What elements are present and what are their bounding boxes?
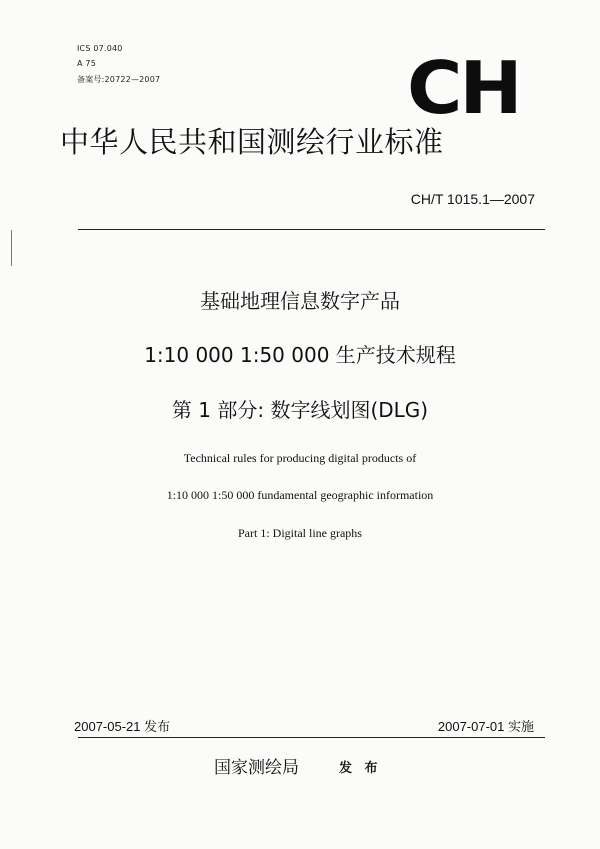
margin-mark — [11, 230, 12, 266]
classification-code: A 75 — [77, 59, 96, 68]
en-title-line-1: Technical rules for producing digital products of — [183, 451, 417, 465]
en-title-line-3: Part 1: Digital line graphs — [238, 526, 362, 540]
footer-divider — [78, 737, 545, 738]
header-divider — [78, 229, 545, 230]
publisher-name: 国家测绘局 — [214, 758, 299, 778]
cn-title-line-2: 1:10 000 1:50 000 生产技术规程 — [144, 343, 456, 367]
cn-title-line-3: 第 1 部分: 数字线划图(DLG) — [171, 398, 429, 422]
standard-category-title: 中华人民共和国测绘行业标准 — [60, 125, 444, 159]
standard-code: CH/T 1015.1—2007 — [410, 191, 535, 207]
filing-number: 备案号:20722—2007 — [77, 75, 161, 84]
publisher-verb: 发 布 — [339, 761, 382, 776]
cn-title-line-1: 基础地理信息数字产品 — [200, 289, 400, 313]
implementation-date: 2007-07-01 实施 — [437, 719, 534, 734]
ics-code: ICS 07.040 — [77, 44, 123, 53]
ch-logo: CH — [407, 46, 520, 130]
en-title-line-2: 1:10 000 1:50 000 fundamental geographic information — [166, 488, 434, 502]
issue-date: 2007-05-21 发布 — [74, 719, 171, 734]
